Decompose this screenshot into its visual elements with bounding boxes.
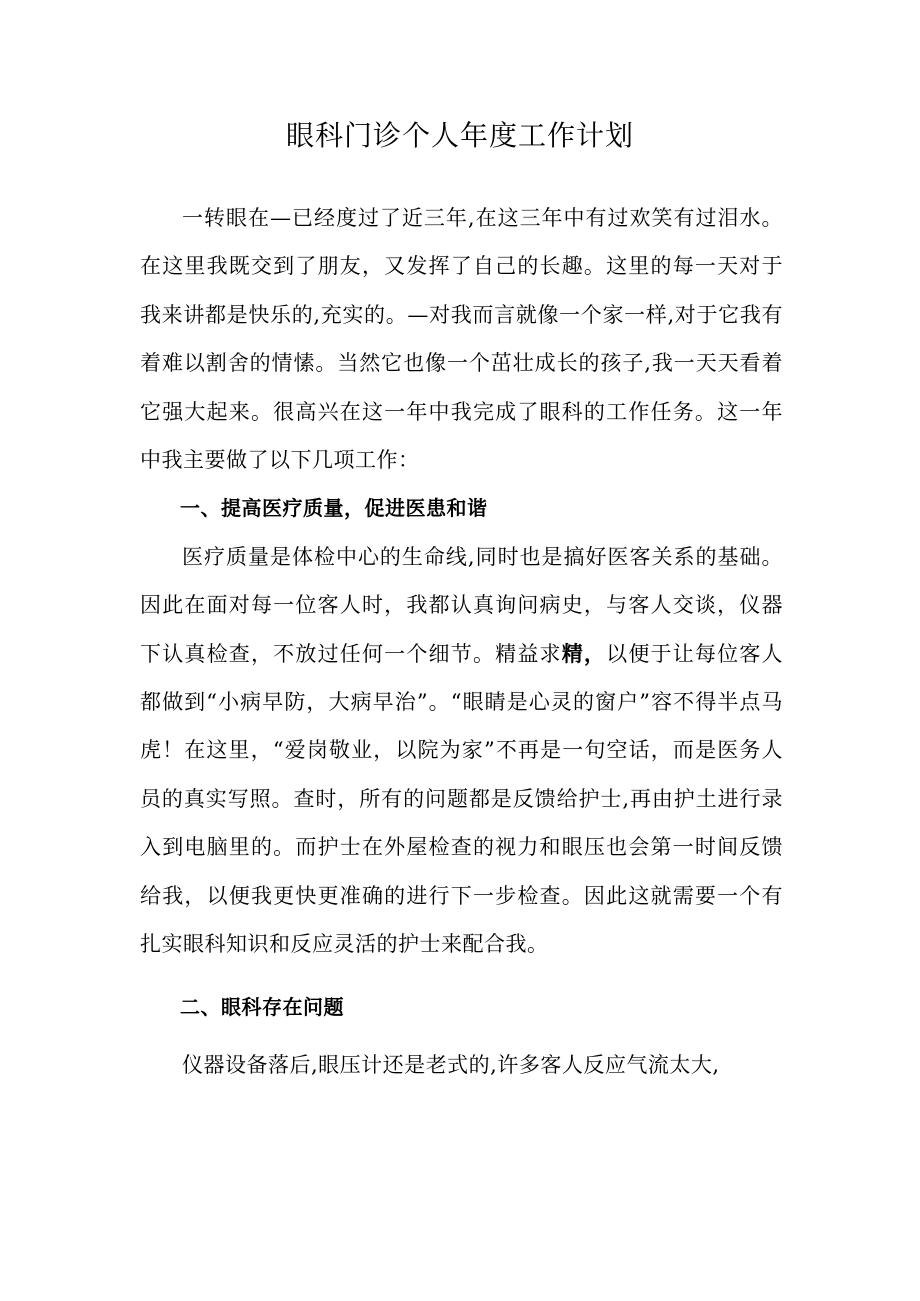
document-title: 眼科门诊个人年度工作计划 (285, 119, 634, 152)
section-2-heading: 二、眼科存在问题 (180, 994, 344, 1019)
intro-paragraph: 一转眼在—已经度过了近三年,在这三年中有过欢笑有过泪水。在这里我既交到了朋友，又发挥了自己的长趣。这里的每一天对于我来讲都是快乐的,充实的。—对我而言就像一个家一样,对于它我有着难以割舍的情愫。当然它也像一个茁壮成长的孩子,我一天天看着它强大起来。很高兴在这一年中我完成了眼科的工作任务。这一年中我主要做了以下几项工作： (140, 206, 783, 473)
section-1-text-part2: 以便于让每位客人都做到“小病早防，大病早治”。“眼睛是心灵的窗户”容不得半点马虎！在这里，“爱岗敬业，以院为家”不再是一句空话，而是医务人员的真实写照。查时，所有的问题都是反馈给护士,再由护土进行录入到电脑里的。而护士在外屋检查的视力和眼压也会第一时间反馈给我，以便我更快更准确的进行下一步检查。因此这就需要一个有扎实眼科知识和反应灵活的护士来配合我。 (140, 641, 784, 957)
section-1-heading: 一、提高医疗质量，促进医患和谐 (180, 496, 488, 521)
section-2-paragraph: 仪器设备落后,眼压计还是老式的,许多客人反应气流太大, (182, 1052, 720, 1077)
document-body (140, 194, 783, 1089)
section-1-bold-text: 精， (561, 640, 607, 666)
section-1-paragraph (140, 533, 783, 969)
section-1-text-part1: 医疗质量是体检中心的生命线,同时也是搞好医客关系的基础。因此在面对每一位客人时，我都认真询问病史，与客人交谈，仪器下认真检查，不放过任何一个细节。精益求 (140, 544, 783, 666)
